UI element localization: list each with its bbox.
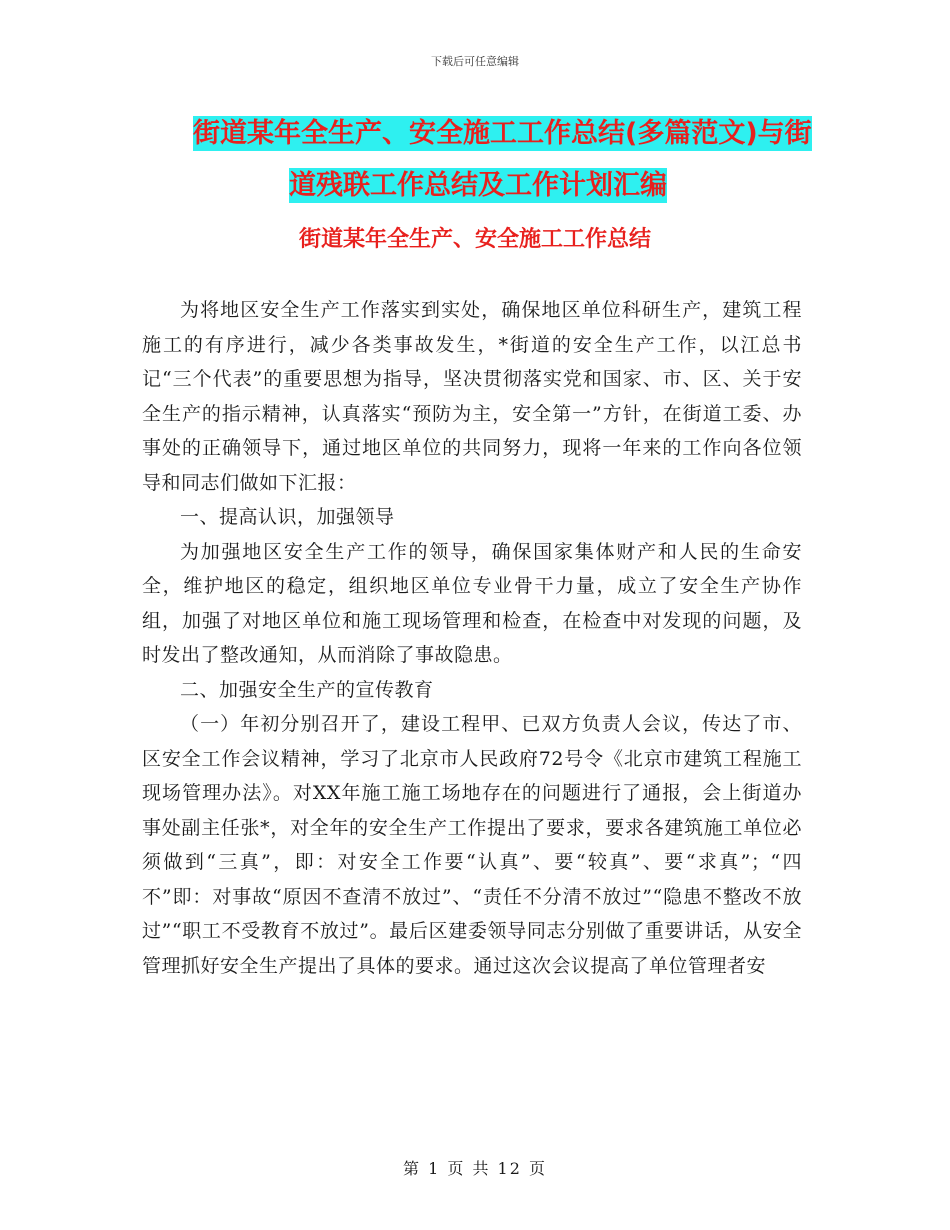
paragraph-meeting: （一）年初分别召开了，建设工程甲、已双方负责人会议，传达了市、区安全工作会议精神，学习了北京市人民政府72号令《北京市建筑工程施工现场管理办法》。对XX年施工施工场地存在的问题进行了通报，会上街道办事处副主任张*，对全年的安全生产工作提出了要求，要求各建筑施工单位必须做到“三真”，即：对安全工作要“认真”、要“较真”、要“求真”；“四不”即：对事故“原因不查清不放过”、“责任不分清不放过”“隐患不整改不放过”“职工不受教育不放过”。最后区建委领导同志分别做了重要讲话，从安全管理抓好安全生产提出了具体的要求。通过这次会议提高了单位管理者安 [142,713,802,977]
title-line-1-text: 街道某年全生产、安全施工工作总结(多篇范文)与街 [193,118,812,149]
title-line-1 [150,108,810,160]
heading-one: 一、提高认识，加强领导 [180,506,395,528]
title-line-2-text: 道残联工作总结及工作计划汇编 [289,170,667,201]
document-title [150,108,810,212]
header-note: 下载后可任意编辑 [431,55,519,68]
paragraph-leadership: 为加强地区安全生产工作的领导，确保国家集体财产和人民的生命安全，维护地区的稳定，组织地区单位专业骨干力量，成立了安全生产协作组，加强了对地区单位和施工现场管理和检查，在检查中对发现的问题，及时发出了整改通知，从而消除了事故隐患。 [142,540,802,666]
document-body [142,293,802,983]
heading-two: 二、加强安全生产的宣传教育 [180,678,434,701]
title-line-2 [150,160,810,212]
paragraph-intro: 为将地区安全生产工作落实到实处，确保地区单位科研生产，建筑工程施工的有序进行，减少各类事故发生，*街道的安全生产工作，以江总书记“三个代表”的重要思想为指导，坚决贯彻落实党和国家、市、区、关于安全生产的指示精神，认真落实“预防为主，安全第一”方针，在街道工委、办事处的正确领导下，通过地区单位的共同努力，现将一年来的工作向各位领导和同志们做如下汇报： [142,299,802,494]
page-footer: 第 1 页 共 12 页 [403,1159,547,1178]
section-title: 街道某年全生产、安全施工工作总结 [298,227,651,252]
